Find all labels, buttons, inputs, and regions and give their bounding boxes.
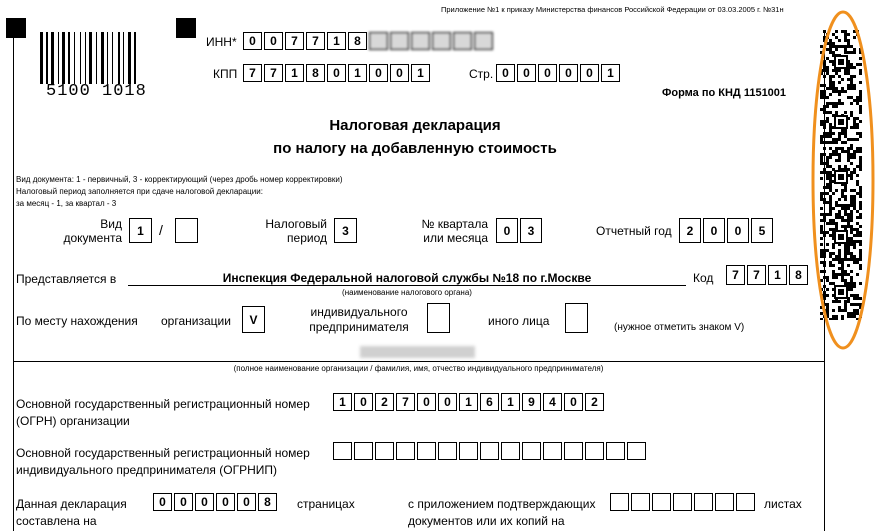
inn-digit-cell[interactable]: 0 — [243, 32, 262, 50]
ogrn-digit-cell[interactable]: 0 — [438, 393, 457, 411]
attachments-digit-cell[interactable] — [610, 493, 629, 511]
ogrnip-digit-cell[interactable] — [438, 442, 457, 460]
inn-digit-cell[interactable] — [369, 32, 388, 50]
code-label: Код — [693, 271, 714, 285]
report-year-label: Отчетный год — [596, 224, 672, 238]
ogrnip-digit-cell[interactable] — [543, 442, 562, 460]
ogrnip-digit-cell[interactable] — [396, 442, 415, 460]
barcode-bar — [51, 32, 54, 84]
page-digit-cell[interactable]: 0 — [559, 64, 578, 82]
organization-label: организации — [161, 314, 231, 328]
attachments-digit-cell[interactable] — [673, 493, 692, 511]
barcode-number: 5100 1018 — [46, 82, 147, 101]
tax-period-field[interactable]: 3 — [334, 218, 357, 243]
year-digit-cell[interactable]: 5 — [751, 218, 773, 243]
quarter-label-1: № квартала — [421, 217, 488, 231]
ogrn-digit-cell[interactable]: 1 — [459, 393, 478, 411]
code-digit-cell[interactable]: 7 — [726, 265, 745, 285]
kpp-digit-cell[interactable]: 8 — [306, 64, 325, 82]
inn-digit-cell[interactable]: 0 — [264, 32, 283, 50]
page-digit-cell[interactable]: 0 — [538, 64, 557, 82]
inn-digit-cell[interactable] — [453, 32, 472, 50]
page-digit-cell[interactable]: 0 — [496, 64, 515, 82]
barcode-bar — [118, 32, 120, 84]
quarter-digit-cell[interactable]: 0 — [496, 218, 518, 243]
page-digit-cell[interactable]: 0 — [580, 64, 599, 82]
inn-digit-cell[interactable]: 7 — [285, 32, 304, 50]
attachments-label-1: с приложением подтверждающих — [408, 497, 596, 511]
ogrn-digit-cell[interactable]: 7 — [396, 393, 415, 411]
barcode-bar — [58, 32, 59, 84]
corner-marker-left — [6, 18, 26, 38]
attachments-digit-cell[interactable] — [694, 493, 713, 511]
ogrnip-digit-cell[interactable] — [480, 442, 499, 460]
barcode-bar — [62, 32, 65, 84]
ogrn-digit-cell[interactable]: 2 — [375, 393, 394, 411]
organization-checkbox[interactable]: V — [242, 306, 265, 333]
ogrnip-digit-cell[interactable] — [606, 442, 625, 460]
ogrn-label-1: Основной государственный регистрационный номер — [16, 397, 310, 411]
ogrnip-digit-cell[interactable] — [459, 442, 478, 460]
year-digit-cell[interactable]: 2 — [679, 218, 701, 243]
doc-type-label-1: Вид — [100, 217, 122, 231]
attachments-digit-cell[interactable] — [652, 493, 671, 511]
inn-digit-cell[interactable] — [474, 32, 493, 50]
kpp-digit-cell[interactable]: 0 — [327, 64, 346, 82]
form-code: Форма по КНД 1151001 — [662, 87, 787, 99]
page-digit-cell[interactable]: 1 — [601, 64, 620, 82]
barcode-bar — [40, 32, 43, 84]
organization-name-caption: (полное наименование организации / фамилия, имя, отчество индивидуального предпринимателя) — [233, 364, 604, 373]
barcode-bar — [107, 32, 108, 84]
note-period-codes: за месяц - 1, за квартал - 3 — [16, 199, 117, 208]
year-digit-cell[interactable]: 0 — [727, 218, 749, 243]
title-line2: по налогу на добавленную стоимость — [273, 140, 557, 157]
kpp-digit-cell[interactable]: 0 — [369, 64, 388, 82]
tax-authority-caption: (наименование налогового органа) — [342, 288, 472, 297]
correction-number-field[interactable] — [175, 218, 198, 243]
submitted-to-label: Представляется в — [16, 272, 117, 286]
barcode-bar — [101, 32, 104, 84]
barcode-bar — [134, 32, 136, 84]
pages-digit-cell[interactable]: 8 — [258, 493, 277, 511]
location-label: По месту нахождения — [16, 314, 138, 328]
ogrnip-digit-cell[interactable] — [333, 442, 352, 460]
ogrnip-label-1: Основной государственный регистрационный номер — [16, 446, 310, 460]
ogrn-digit-cell[interactable]: 0 — [354, 393, 373, 411]
note-document-type: Вид документа: 1 - первичный, 3 - корректирующий (через дробь номер корректировки) — [16, 175, 343, 184]
pages-digit-cell[interactable]: 0 — [174, 493, 193, 511]
page-digit-cell[interactable]: 0 — [517, 64, 536, 82]
kpp-digit-cell[interactable]: 1 — [348, 64, 367, 82]
ogrnip-digit-cell[interactable] — [627, 442, 646, 460]
inn-field[interactable] — [243, 32, 495, 50]
kpp-digit-cell[interactable]: 1 — [285, 64, 304, 82]
ogrn-digit-cell[interactable]: 0 — [564, 393, 583, 411]
barcode-bar — [80, 32, 81, 84]
pages-count-field[interactable] — [153, 493, 279, 511]
inn-digit-cell[interactable]: 1 — [327, 32, 346, 50]
ogrn-field[interactable] — [333, 393, 606, 411]
individual-checkbox[interactable] — [427, 303, 450, 333]
inn-digit-cell[interactable] — [390, 32, 409, 50]
barcode-bar — [123, 32, 124, 84]
pages-label-2: составлена на — [16, 514, 97, 528]
title-line1: Налоговая декларация — [329, 117, 501, 134]
barcode-bar — [112, 32, 113, 84]
ogrn-label-2: (ОГРН) организации — [16, 414, 130, 428]
kpp-digit-cell[interactable]: 1 — [411, 64, 430, 82]
ogrnip-digit-cell[interactable] — [522, 442, 541, 460]
pages-digit-cell[interactable]: 0 — [216, 493, 235, 511]
ogrn-digit-cell[interactable]: 9 — [522, 393, 541, 411]
mark-hint: (нужное отметить знаком V) — [614, 322, 745, 333]
highlight-ellipse — [806, 8, 880, 352]
ogrnip-digit-cell[interactable] — [585, 442, 604, 460]
individual-label-1: индивидуального — [310, 305, 408, 319]
attachments-digit-cell[interactable] — [715, 493, 734, 511]
doc-type-slash: / — [159, 222, 163, 238]
inn-digit-cell[interactable]: 7 — [306, 32, 325, 50]
barcode-bar — [68, 32, 70, 84]
ogrn-digit-cell[interactable]: 1 — [333, 393, 352, 411]
ogrn-digit-cell[interactable]: 2 — [585, 393, 604, 411]
ogrn-digit-cell[interactable]: 1 — [501, 393, 520, 411]
report-year-field[interactable] — [679, 218, 775, 243]
ogrnip-field[interactable] — [333, 442, 648, 460]
left-border — [13, 38, 14, 531]
quarter-field[interactable] — [496, 218, 544, 243]
pages-digit-cell[interactable]: 0 — [195, 493, 214, 511]
inn-digit-cell[interactable] — [411, 32, 430, 50]
ogrn-digit-cell[interactable]: 4 — [543, 393, 562, 411]
barcode-bar — [46, 32, 48, 84]
barcode-bar — [85, 32, 86, 84]
pages-digit-cell[interactable]: 0 — [153, 493, 172, 511]
attachments-suffix: листах — [764, 497, 802, 511]
attachments-digit-cell[interactable] — [631, 493, 650, 511]
tax-period-label-1: Налоговый — [265, 217, 327, 231]
code-digit-cell[interactable]: 1 — [768, 265, 787, 285]
kpp-label: КПП — [213, 67, 238, 81]
kpp-digit-cell[interactable]: 7 — [264, 64, 283, 82]
barcode-bar — [128, 32, 131, 84]
organization-name-underline — [13, 361, 824, 362]
ogrnip-label-2: индивидуального предпринимателя (ОГРНИП) — [16, 463, 277, 477]
ogrnip-digit-cell[interactable] — [501, 442, 520, 460]
ogrnip-digit-cell[interactable] — [375, 442, 394, 460]
doc-type-label-2: документа — [63, 231, 122, 245]
other-person-label: иного лица — [488, 314, 550, 328]
pages-label-1: Данная декларация — [16, 497, 127, 511]
pages-suffix: страницах — [297, 497, 355, 511]
kpp-field[interactable] — [243, 64, 432, 82]
tax-period-label-2: период — [287, 231, 327, 245]
code-digit-cell[interactable]: 8 — [789, 265, 808, 285]
header-note: Приложение №1 к приказу Министерства финансов Российской Федерации от 03.03.2005 г. №31н — [441, 5, 784, 14]
code-digit-cell[interactable]: 7 — [747, 265, 766, 285]
ogrnip-digit-cell[interactable] — [564, 442, 583, 460]
year-digit-cell[interactable]: 0 — [703, 218, 725, 243]
individual-label-2: предпринимателя — [309, 320, 409, 334]
inn-digit-cell[interactable]: 8 — [348, 32, 367, 50]
note-tax-period: Налоговый период заполняется при сдаче налоговой декларации: — [16, 187, 263, 196]
barcode-bar — [89, 32, 92, 84]
doc-type-field[interactable]: 1 — [129, 218, 152, 243]
attachments-label-2: документов или их копий на — [408, 514, 565, 528]
page-number-field[interactable] — [496, 64, 622, 82]
corner-marker-right — [176, 18, 196, 38]
kpp-digit-cell[interactable]: 7 — [243, 64, 262, 82]
ogrn-digit-cell[interactable]: 6 — [480, 393, 499, 411]
ogrn-digit-cell[interactable]: 0 — [417, 393, 436, 411]
quarter-digit-cell[interactable]: 3 — [520, 218, 542, 243]
ogrnip-digit-cell[interactable] — [354, 442, 373, 460]
ogrnip-digit-cell[interactable] — [417, 442, 436, 460]
inn-label: ИНН* — [206, 35, 237, 49]
attachments-count-field[interactable] — [610, 493, 757, 511]
inn-digit-cell[interactable] — [432, 32, 451, 50]
attachments-digit-cell[interactable] — [736, 493, 755, 511]
other-person-checkbox[interactable] — [565, 303, 588, 333]
page-label: Стр. — [469, 67, 494, 81]
kpp-digit-cell[interactable]: 0 — [390, 64, 409, 82]
pages-digit-cell[interactable]: 0 — [237, 493, 256, 511]
barcode-bar — [74, 32, 75, 84]
quarter-label-2: или месяца — [423, 231, 488, 245]
barcode-bar — [96, 32, 97, 84]
organization-name-redacted[interactable] — [360, 346, 475, 358]
tax-authority-underline — [128, 285, 686, 286]
tax-authority-name[interactable]: Инспекция Федеральной налоговой службы №18 по г.Москве — [222, 271, 592, 285]
tax-authority-code-field[interactable] — [726, 265, 810, 285]
